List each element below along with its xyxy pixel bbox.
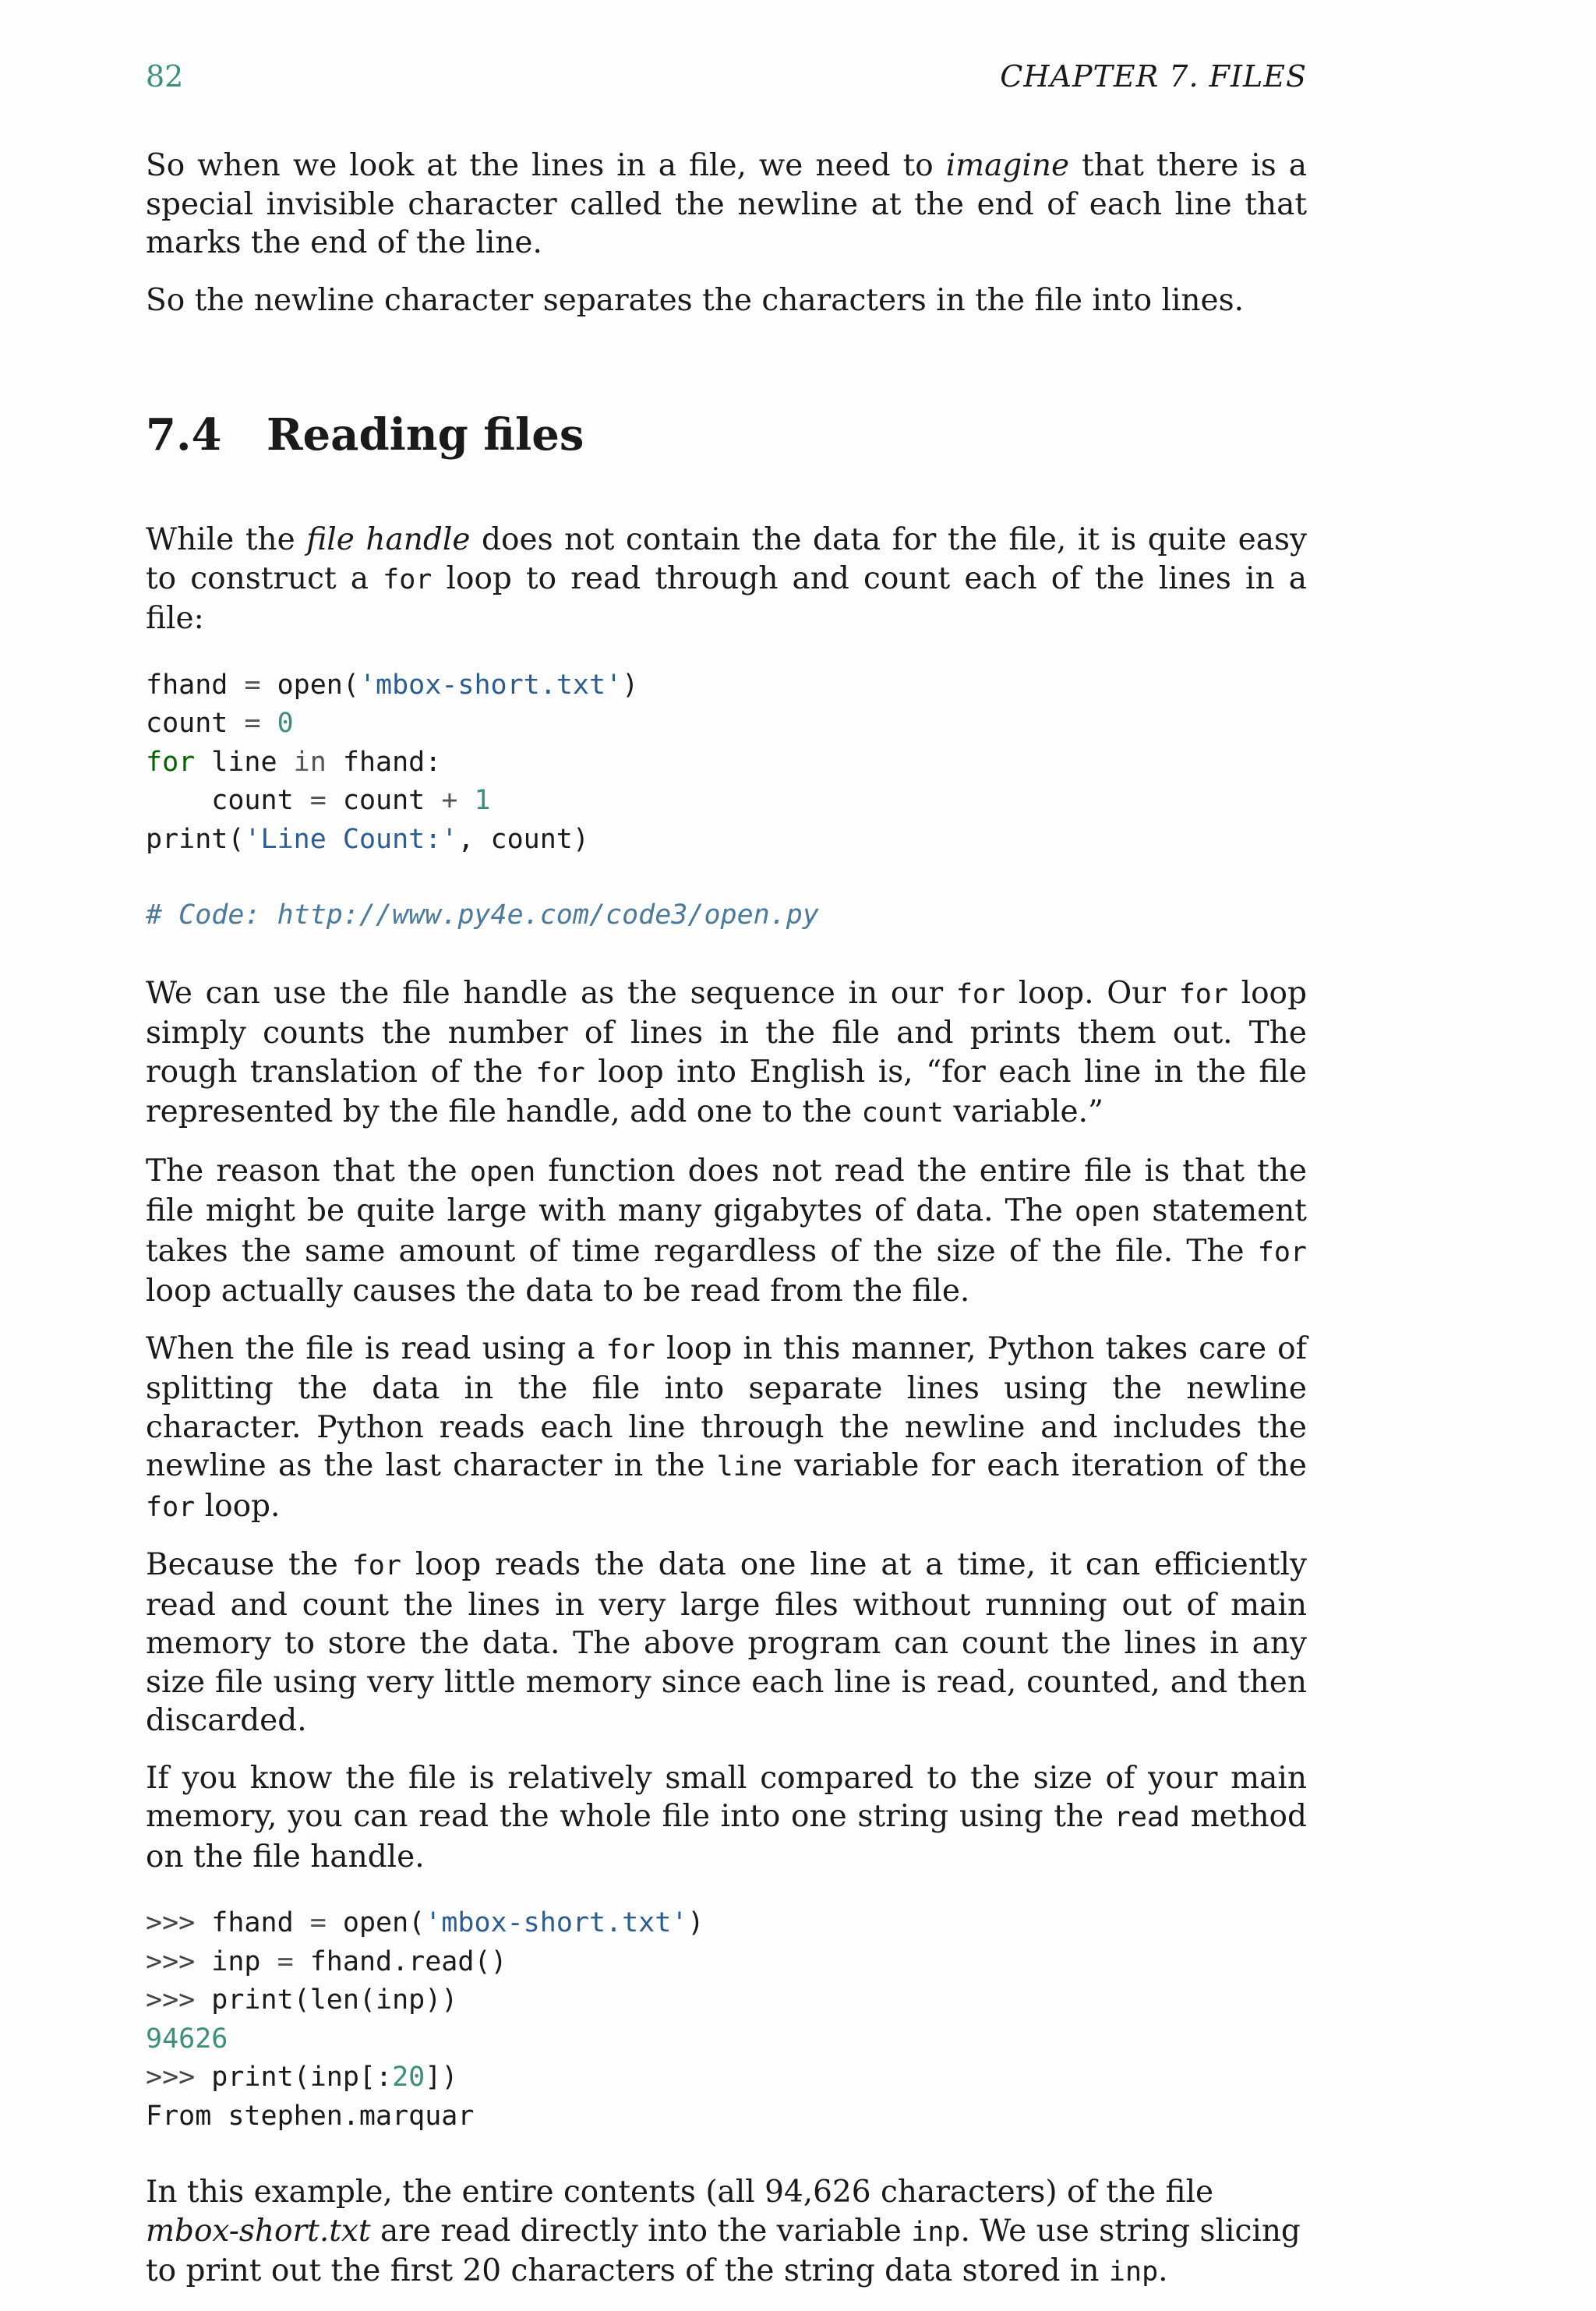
paragraph-file-handle-sequence: We can use the file handle as the sequence in our for loop. Our for loop simply counts the number of lines in the file and prints them out. The rough translation of the for loop into English is, “for each line in the file represented by the file handle, add one to the count variable.” (146, 975, 1308, 1129)
paragraph-open-reason: The reason that the open function does not read the entire file is that the file might be quite large with many gigabytes of data. The open statement takes the same amount of time regardless of the size of the file. The for loop actually causes the data to be read from the file. (146, 1153, 1307, 1309)
paragraph-newline-separates: So the newline character separates the characters in the file into lines. (146, 282, 1245, 318)
paragraph-memory-efficiency: Because the for loop reads the data one line at a time, it can efficiently read and count the lines in very large files without running out of main memory to store the data. The above program can count the lines in any size file using very little memory since each line is read, counted, and then discarded. (146, 1547, 1307, 1738)
paragraph-file-handle: While the file handle does not contain the data for the file, it is quite easy to construct a for loop to read through and count each of the lines in a file: (146, 522, 1308, 636)
code-block-open-count: fhand = open('mbox-short.txt') count = 0 for line in fhand: count = count + 1 print('Line Count:', count) (146, 669, 639, 855)
section-heading (146, 409, 1307, 461)
paragraph-read-method: If you know the file is relatively small compared to the size of your main memory, you can read the whole file into one string using the read method on the file handle. (146, 1760, 1308, 1875)
paragraph-example-slicing: In this example, the entire contents (all 94,626 characters) of the file mbox-short.txt are read directly into the variable inp. We use string slicing to print out the first 20 characters of the string data stored in inp. (146, 2175, 1301, 2288)
chapter-title: CHAPTER 7. FILES (1000, 59, 1307, 94)
page-body (146, 147, 1307, 2311)
page-number: 82 (146, 59, 184, 94)
section-title: Reading files (267, 409, 584, 461)
running-header (146, 59, 1307, 98)
code-comment-source-link: # Code: http://www.py4e.com/code3/open.py (146, 899, 819, 931)
paragraph-newline-imagine: So when we look at the lines in a file, we need to imagine that there is a special invisible character called the newline at the end of each line that marks the end of the line. (146, 148, 1307, 260)
section-number: 7.4 (146, 409, 222, 461)
paragraph-splitting-lines: When the file is read using a for loop in this manner, Python takes care of splitting the data in the file into separate lines using the newline character. Python reads each line through the newline and includes the newline as the last character in the line variable for each iteration of the for loop. (146, 1330, 1307, 1524)
code-block-interactive-read: >>> fhand = open('mbox-short.txt') >>> inp = fhand.read() >>> print(len(inp)) 94626 >>> print(inp[:20]) From stephen.marquar (146, 1907, 704, 2132)
